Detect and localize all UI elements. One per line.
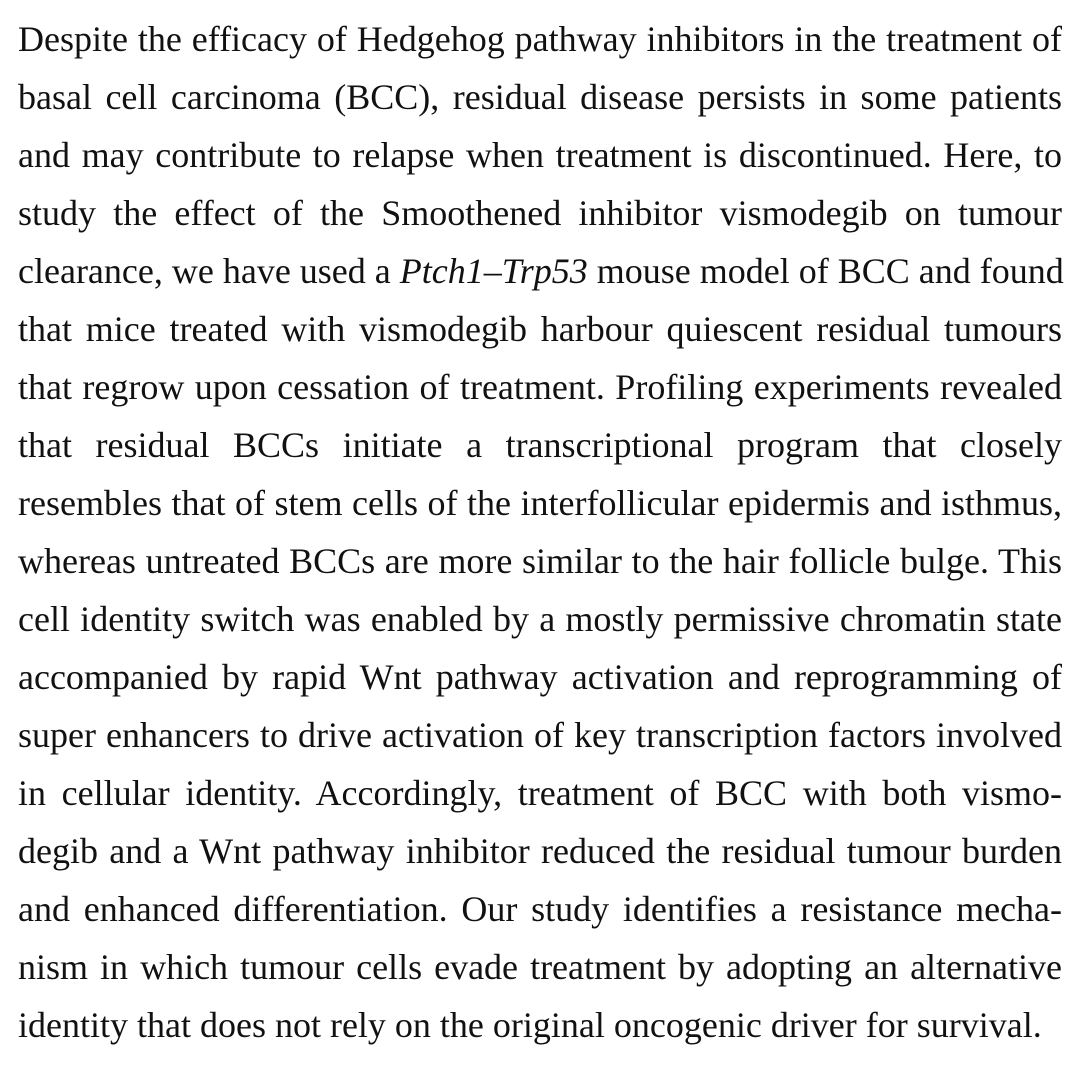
abstract-line-text: mouse model of BCC and found: [587, 251, 1064, 291]
abstract-line: whereas untreated BCCs are more similar to the hair follicle bulge. This: [18, 541, 1062, 581]
abstract-line: cell identity switch was enabled by a mostly permissive chromatin state: [18, 599, 1062, 639]
abstract-line: [18, 242, 1062, 300]
abstract-line: that regrow upon cessation of treatment. Profiling experiments revealed: [18, 367, 1062, 407]
abstract-line: identity that does not rely on the original oncogenic driver for survival.: [18, 1005, 1042, 1045]
abstract-line: in cellular identity. Accordingly, treatment of BCC with both vismo-: [18, 773, 1062, 813]
abstract-line: Despite the efficacy of Hedgehog pathway inhibitors in the treatment of: [18, 19, 1062, 59]
abstract-line: nism in which tumour cells evade treatment by adopting an alternative: [18, 947, 1062, 987]
abstract-line: resembles that of stem cells of the interfollicular epidermis and isthmus,: [18, 483, 1062, 523]
abstract-line: and enhanced differentiation. Our study identifies a resistance mecha-: [18, 889, 1062, 929]
abstract-line: study the effect of the Smoothened inhibitor vismodegib on tumour: [18, 193, 1062, 233]
abstract-line-text: clearance, we have used a: [18, 251, 400, 291]
abstract-line: basal cell carcinoma (BCC), residual disease persists in some patients: [18, 77, 1062, 117]
abstract-line: that mice treated with vismodegib harbour quiescent residual tumours: [18, 309, 1062, 349]
abstract-line: that residual BCCs initiate a transcriptional program that closely: [18, 425, 1062, 465]
abstract-line: degib and a Wnt pathway inhibitor reduced the residual tumour burden: [18, 831, 1062, 871]
abstract-line: and may contribute to relapse when treatment is discontinued. Here, to: [18, 135, 1062, 175]
abstract-line: super enhancers to drive activation of key transcription factors involved: [18, 715, 1062, 755]
abstract-line: accompanied by rapid Wnt pathway activation and reprogramming of: [18, 657, 1062, 697]
abstract-paragraph: [18, 10, 1062, 1054]
gene-name-italic: Ptch1–Trp53: [399, 251, 588, 291]
